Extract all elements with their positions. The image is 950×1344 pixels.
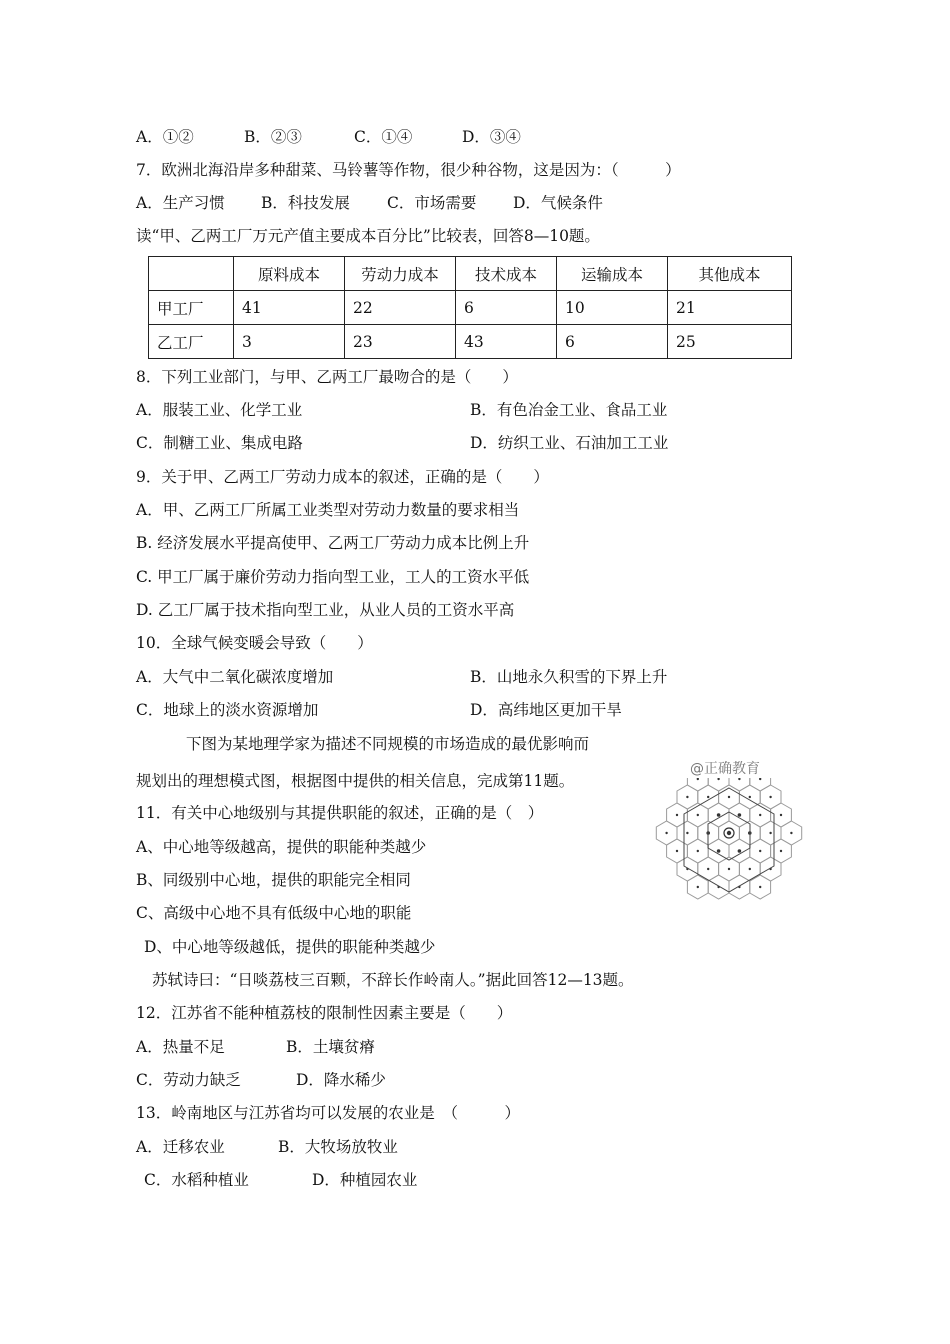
table-cell: 21: [668, 291, 792, 325]
central-place-dot: [717, 849, 721, 853]
q10-stem: 10．全球气候变暖会导致（ ）: [136, 634, 373, 652]
q9-stem: 9．关于甲、乙两工厂劳动力成本的叙述，正确的是（ ）: [136, 468, 549, 486]
central-place-dot: [686, 796, 688, 798]
q7-option-b: B．科技发展: [261, 194, 350, 212]
q11-intro-line2: 规划出的理想模式图，根据图中提供的相关信息，完成第11题。: [136, 772, 575, 790]
q10-option-b: B．山地永久积雪的下界上升: [470, 668, 668, 686]
table-cell: 乙工厂: [149, 325, 234, 359]
central-place-dot: [749, 868, 751, 870]
q11-option-a: A、中心地等级越高，提供的职能种类越少: [136, 838, 427, 856]
central-place-dot: [759, 886, 761, 888]
q10-option-d: D．高纬地区更加干旱: [470, 701, 622, 719]
q8-option-b: B．有色冶金工业、食品工业: [470, 401, 668, 419]
q8-option-a: A．服装工业、化学工业: [136, 401, 303, 419]
q6-option-d: D．③④: [462, 128, 521, 146]
q9-option-c: C. 甲工厂属于廉价劳动力指向型工业，工人的工资水平低: [136, 568, 530, 586]
central-place-dot: [769, 796, 771, 798]
table-cell: 10: [557, 291, 668, 325]
central-place-dot: [759, 778, 761, 780]
table-header-cell: 劳动力成本: [345, 257, 456, 291]
central-place-diagram: [650, 778, 808, 904]
central-place-dot: [717, 778, 719, 780]
central-place-dot: [738, 813, 742, 817]
q12-stem: 12．江苏省不能种植荔枝的限制性因素主要是（ ）: [136, 1004, 513, 1022]
q8-stem: 8．下列工业部门，与甲、乙两工厂最吻合的是（ ）: [136, 368, 518, 386]
table-header-cell: 技术成本: [456, 257, 557, 291]
table-cell: 43: [456, 325, 557, 359]
central-place-dot: [738, 778, 740, 780]
cost-table: [148, 256, 792, 359]
central-place-dot: [790, 832, 792, 834]
q13-option-c: C．水稻种植业: [144, 1171, 249, 1189]
q7-option-c: C．市场需要: [387, 194, 477, 212]
central-place-dot: [759, 850, 761, 852]
q13-option-d: D．种植园农业: [312, 1171, 418, 1189]
table-header-row: [149, 257, 792, 291]
q7-stem: 7．欧洲北海沿岸多种甜菜、马铃薯等作物，很少种谷物，这是因为：（ ）: [136, 161, 681, 179]
q11-stem: 11．有关中心地级别与其提供职能的叙述，正确的是（ ）: [136, 804, 544, 822]
q12-option-c: C．劳动力缺乏: [136, 1071, 241, 1089]
central-place-dot: [738, 849, 742, 853]
center-mark: [724, 828, 734, 838]
central-place-dot: [676, 814, 678, 816]
central-place-dot: [717, 813, 721, 817]
central-place-dot: [759, 814, 761, 816]
table-cell: 22: [345, 291, 456, 325]
central-place-dot: [697, 886, 699, 888]
table-cell: 甲工厂: [149, 291, 234, 325]
central-place-dot: [676, 850, 678, 852]
central-place-dot: [780, 850, 782, 852]
poem-intro: 苏轼诗曰：“日啖荔枝三百颗，不辞长作岭南人。”据此回答12—13题。: [152, 971, 634, 989]
q12-option-b: B．土壤贫瘠: [286, 1038, 375, 1056]
central-place-dot: [697, 850, 699, 852]
q13-stem: 13．岭南地区与江苏省均可以发展的农业是 （ ）: [136, 1104, 520, 1122]
q6-option-a: A．①②: [136, 128, 194, 146]
central-place-dot: [665, 832, 667, 834]
central-place-dot: [728, 868, 730, 870]
q7-option-a: A．生产习惯: [136, 194, 225, 212]
watermark: @正确教育: [690, 761, 760, 777]
q12-option-d: D．降水稀少: [296, 1071, 386, 1089]
table-header-cell: [149, 257, 234, 291]
q11-option-d: D、中心地等级越低，提供的职能种类越少: [144, 938, 436, 956]
q9-option-b: B. 经济发展水平提高使甲、乙两工厂劳动力成本比例上升: [136, 534, 530, 552]
q12-option-a: A．热量不足: [136, 1038, 225, 1056]
q8-option-d: D．纺织工业、石油加工工业: [470, 434, 669, 452]
table-header-cell: 其他成本: [668, 257, 792, 291]
central-place-dot: [686, 832, 688, 834]
table-row: [149, 291, 792, 325]
central-place-dot: [697, 814, 699, 816]
table-header-cell: 原料成本: [234, 257, 345, 291]
q6-option-c: C．①④: [354, 128, 413, 146]
q11-option-b: B、同级别中心地，提供的职能完全相同: [136, 871, 411, 889]
central-place-dot: [780, 814, 782, 816]
q13-option-a: A．迁移农业: [136, 1138, 225, 1156]
table-row: [149, 325, 792, 359]
central-place-dot: [707, 868, 709, 870]
q6-option-b: B．②③: [244, 128, 302, 146]
q10-option-c: C．地球上的淡水资源增加: [136, 701, 319, 719]
central-place-dot: [769, 832, 771, 834]
central-place-dot: [697, 778, 699, 780]
table-cell: 41: [234, 291, 345, 325]
central-place-dot: [707, 796, 709, 798]
q11-intro-line1: 下图为某地理学家为描述不同规模的市场造成的最优影响而: [186, 735, 590, 753]
central-place-dot: [749, 796, 751, 798]
q8-option-c: C．制糖工业、集成电路: [136, 434, 303, 452]
table-cell: 23: [345, 325, 456, 359]
table-cell: 25: [668, 325, 792, 359]
q10-option-a: A．大气中二氧化碳浓度增加: [136, 668, 334, 686]
q7-option-d: D．气候条件: [513, 194, 603, 212]
q9-option-d: D. 乙工厂属于技术指向型工业，从业人员的工资水平高: [136, 601, 515, 619]
table-cell: 6: [557, 325, 668, 359]
table-cell: 6: [456, 291, 557, 325]
q11-option-c: C、高级中心地不具有低级中心地的职能: [136, 904, 412, 922]
table-cell: 3: [234, 325, 345, 359]
table-header-cell: 运输成本: [557, 257, 668, 291]
table-intro: 读“甲、乙两工厂万元产值主要成本百分比”比较表，回答8—10题。: [136, 227, 600, 245]
q13-option-b: B．大牧场放牧业: [278, 1138, 398, 1156]
central-place-dot: [728, 796, 730, 798]
q9-option-a: A．甲、乙两工厂所属工业类型对劳动力数量的要求相当: [136, 501, 520, 519]
